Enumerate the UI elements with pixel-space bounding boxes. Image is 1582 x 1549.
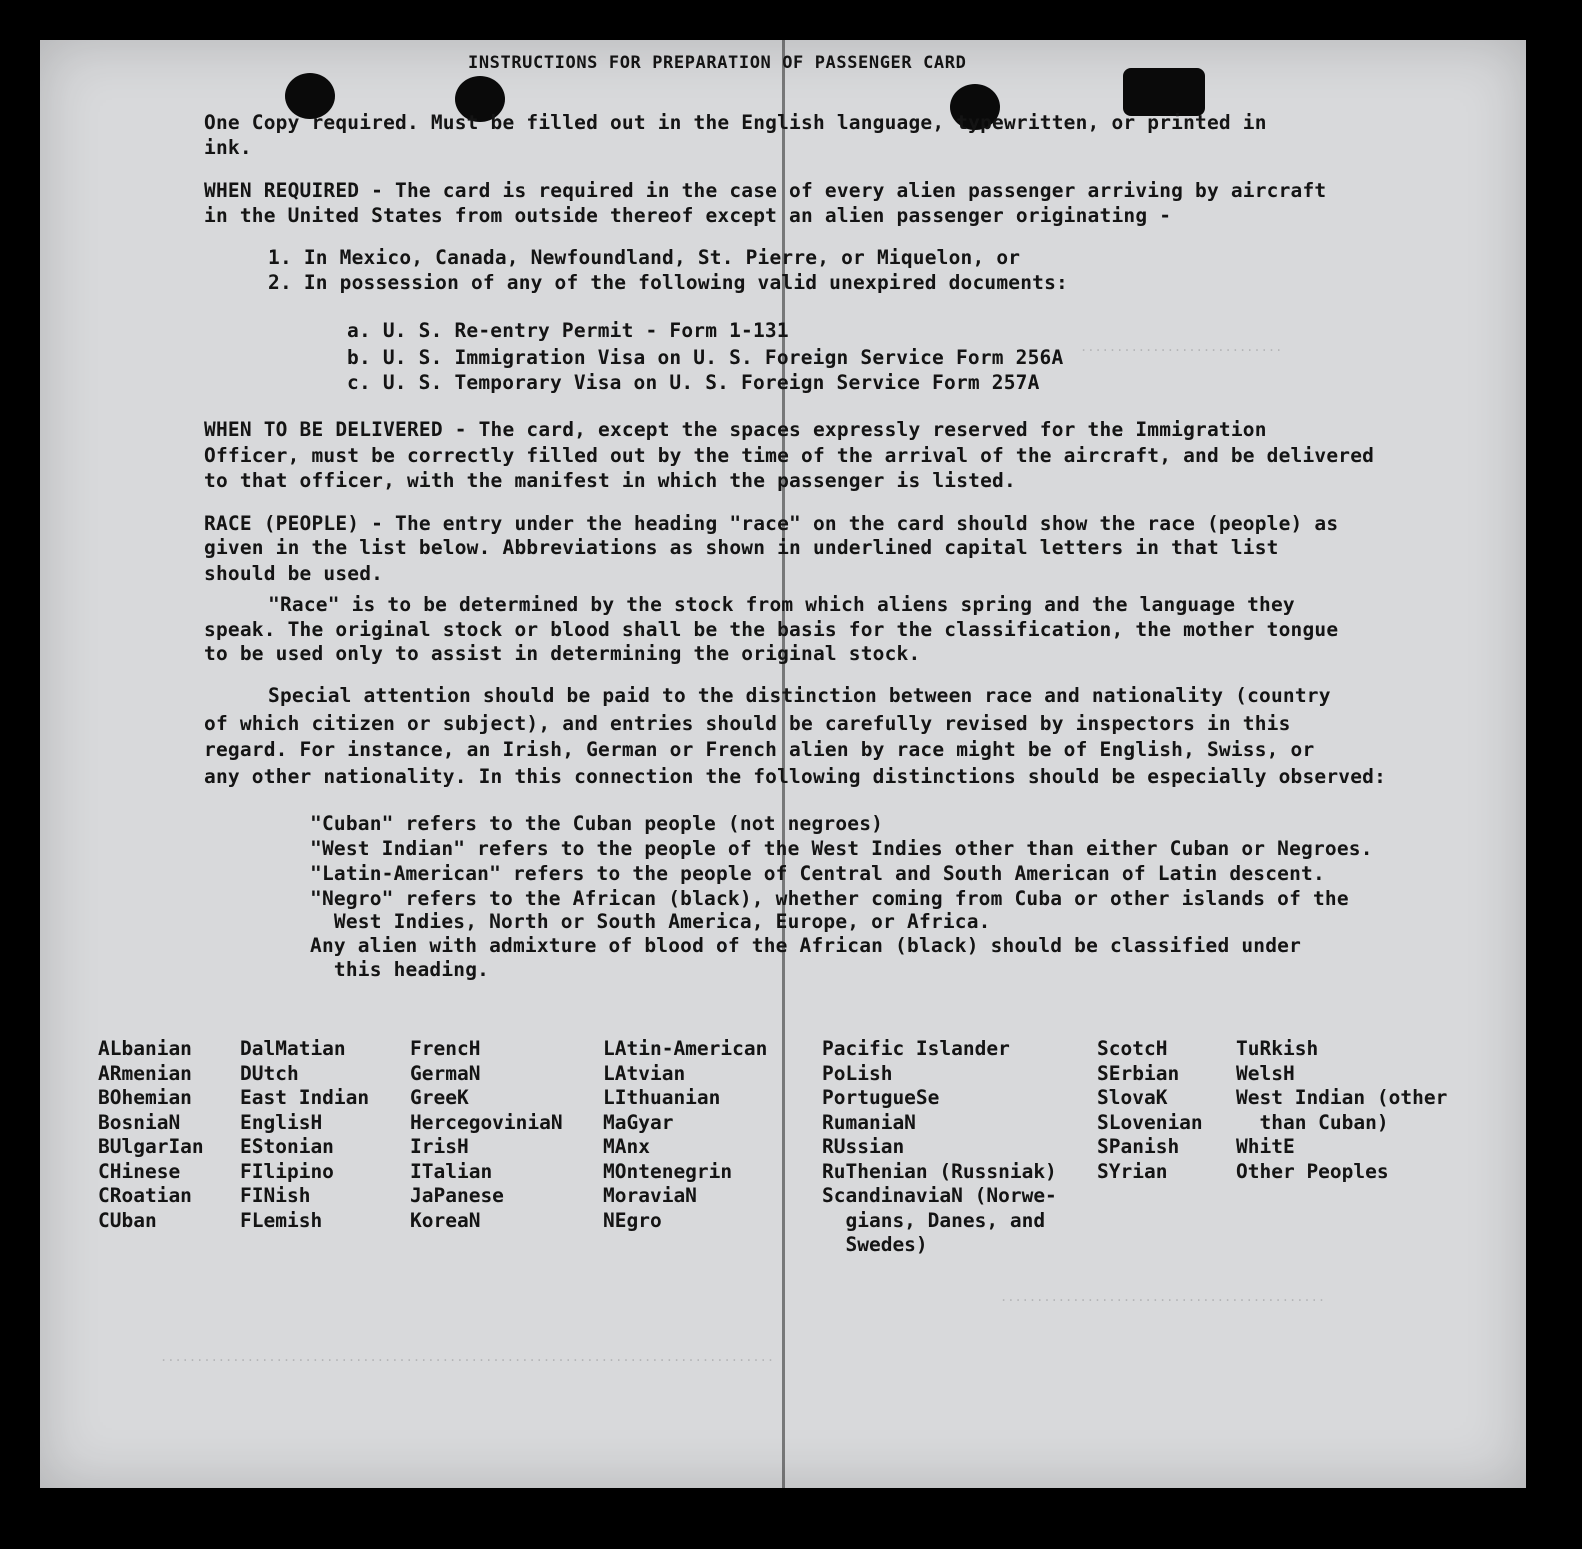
distinction-line: "West Indian" refers to the people of the West Indies other than either Cuban or Negroes. — [310, 837, 1373, 860]
race-list-item: SLovenian — [1097, 1110, 1203, 1134]
race-definition-line: "Race" is to be determined by the stock from which aliens spring and the language they — [268, 593, 1295, 616]
race-list-item: gians, Danes, and — [822, 1208, 1046, 1232]
special-attention-line: of which citizen or subject), and entries should be carefully revised by inspectors in this — [204, 712, 1291, 735]
distinction-line: "Negro" refers to the African (black), whether coming from Cuba or other islands of the — [310, 887, 1349, 910]
document-item: b. U. S. Immigration Visa on U. S. Foreign Service Form 256A — [347, 346, 1064, 369]
race-list-item: WhitE — [1236, 1135, 1295, 1158]
race-list-item: JaPanese — [410, 1184, 504, 1207]
race-list-item: LAtvian — [603, 1061, 686, 1085]
race-list-item: GermaN — [410, 1061, 481, 1085]
when-delivered-line: WHEN TO BE DELIVERED - The card, except the spaces expressly reserved for the Immigration — [204, 418, 1267, 441]
race-line: given in the list below. Abbreviations as shown in underlined capital letters in that list — [204, 536, 1279, 559]
race-list-item: PoLish — [822, 1061, 893, 1085]
race-list-item: MOntenegrin — [603, 1159, 733, 1183]
race-list-item: ITalian — [410, 1159, 493, 1183]
race-list-item: East Indian — [240, 1086, 370, 1109]
race-list-item: CRoatian — [98, 1184, 192, 1207]
race-definition-line: to be used only to assist in determining the original stock. — [204, 642, 921, 665]
race-list-item: EnglisH — [240, 1110, 323, 1134]
bleed-through-text: ............................ — [1080, 340, 1283, 354]
distinction-line: Any alien with admixture of blood of the African (black) should be classified under — [310, 934, 1302, 957]
race-list-column-3 — [410, 1037, 563, 1233]
race-list-column-4 — [603, 1037, 767, 1233]
special-attention-line: Special attention should be paid to the distinction between race and nationality (country — [268, 684, 1331, 707]
race-list-item: ScandinaviaN (Norwe- — [822, 1184, 1057, 1207]
race-list-item: LIthuanian — [603, 1086, 721, 1109]
bleed-through-text: ............................................. — [1000, 1290, 1326, 1304]
race-list-item: FIlipino — [240, 1159, 334, 1183]
special-attention-line: regard. For instance, an Irish, German or French alien by race might be of English, Swiss, or — [204, 738, 1315, 761]
race-list-item: FINish — [240, 1184, 311, 1207]
race-list-item: HercegoviniaN — [410, 1110, 563, 1134]
race-list-item: MAnx — [603, 1135, 650, 1158]
intro-line: One Copy required. Must be filled out in the English language, typewritten, or printed in — [204, 111, 1267, 134]
race-list-item: FLemish — [240, 1208, 323, 1232]
race-list-item: Pacific Islander — [822, 1037, 1010, 1060]
page-title: INSTRUCTIONS FOR PREPARATION OF PASSENGER CARD — [468, 53, 967, 73]
when-required-line: in the United States from outside thereof except an alien passenger originating - — [204, 204, 1172, 227]
race-list-item: SYrian — [1097, 1159, 1168, 1183]
race-list-item: Other Peoples — [1236, 1159, 1389, 1183]
when-delivered-line: Officer, must be correctly filled out by the time of the arrival of the aircraft, and be delivered — [204, 444, 1375, 467]
race-list-item: TuRkish — [1236, 1037, 1319, 1060]
distinction-line: "Latin-American" refers to the people of Central and South American of Latin descent. — [310, 862, 1325, 885]
race-list-item: BUlgarIan — [98, 1135, 204, 1158]
race-list-item: LAtin-American — [603, 1037, 768, 1060]
race-list-item: EStonian — [240, 1135, 334, 1158]
when-delivered-line: to that officer, with the manifest in which the passenger is listed. — [204, 469, 1016, 492]
race-list-item: KoreaN — [410, 1208, 481, 1232]
race-list-column-5 — [822, 1037, 1057, 1258]
race-list-item: RUssian — [822, 1135, 905, 1158]
race-list-item: MaGyar — [603, 1110, 674, 1134]
when-required-line: WHEN REQUIRED - The card is required in the case of every alien passenger arriving by aircraft — [204, 179, 1327, 202]
exception-item: 2. In possession of any of the following valid unexpired documents: — [268, 271, 1068, 294]
race-list-item: RuThenian (Russniak) — [822, 1159, 1057, 1183]
intro-line: ink. — [204, 136, 252, 159]
distinction-line: West Indies, North or South America, Europe, or Africa. — [310, 910, 991, 933]
race-list-item: West Indian (other — [1236, 1086, 1448, 1109]
document-item: a. U. S. Re-entry Permit - Form 1-131 — [347, 319, 789, 342]
special-attention-line: any other nationality. In this connection the following distinctions should be especially observed: — [204, 765, 1387, 788]
race-list-item: NEgro — [603, 1208, 662, 1232]
bleed-through-text: ..................................................................................... — [160, 1350, 775, 1364]
race-list-column-2 — [240, 1037, 369, 1233]
race-list-column-1 — [98, 1037, 204, 1233]
race-list-item: GreeK — [410, 1086, 469, 1109]
race-list-item: IrisH — [410, 1135, 469, 1158]
race-list-item: WelsH — [1236, 1061, 1295, 1085]
race-list-item: CUban — [98, 1208, 157, 1232]
race-list-item: BosniaN — [98, 1110, 181, 1134]
race-list-item: BOhemian — [98, 1086, 192, 1109]
race-list-item: CHinese — [98, 1159, 181, 1183]
race-list-item: FrencH — [410, 1037, 481, 1060]
document-item: c. U. S. Temporary Visa on U. S. Foreign Service Form 257A — [347, 371, 1040, 394]
race-list-item: ARmenian — [98, 1061, 192, 1085]
exception-item: 1. In Mexico, Canada, Newfoundland, St. Pierre, or Miquelon, or — [268, 246, 1021, 269]
race-line: RACE (PEOPLE) - The entry under the heading "race" on the card should show the race (people) as — [204, 512, 1339, 535]
race-list-item: MoraviaN — [603, 1184, 697, 1207]
punch-hole — [1123, 68, 1205, 116]
passenger-card-instructions-sheet — [40, 40, 1526, 1488]
race-definition-line: speak. The original stock or blood shall be the basis for the classification, the mother tongue — [204, 618, 1339, 641]
race-list-item: DUtch — [240, 1061, 299, 1085]
race-list-item: than Cuban) — [1236, 1110, 1389, 1134]
race-list-column-6 — [1097, 1037, 1203, 1184]
race-list-item: ALbanian — [98, 1037, 192, 1060]
race-list-item: ScotcH — [1097, 1037, 1168, 1060]
race-list-item: RumaniaN — [822, 1110, 916, 1134]
race-list-item: PortugueSe — [822, 1086, 940, 1109]
race-list-item: Swedes) — [822, 1233, 928, 1256]
race-list-item: DalMatian — [240, 1037, 346, 1060]
distinction-line: this heading. — [310, 958, 490, 981]
distinction-line: "Cuban" refers to the Cuban people (not negroes) — [310, 812, 884, 835]
race-list-item: SErbian — [1097, 1061, 1180, 1085]
race-list-item: SPanish — [1097, 1135, 1180, 1158]
race-list-item: SlovaK — [1097, 1086, 1168, 1109]
race-list-column-7 — [1236, 1037, 1447, 1184]
race-line: should be used. — [204, 562, 384, 585]
